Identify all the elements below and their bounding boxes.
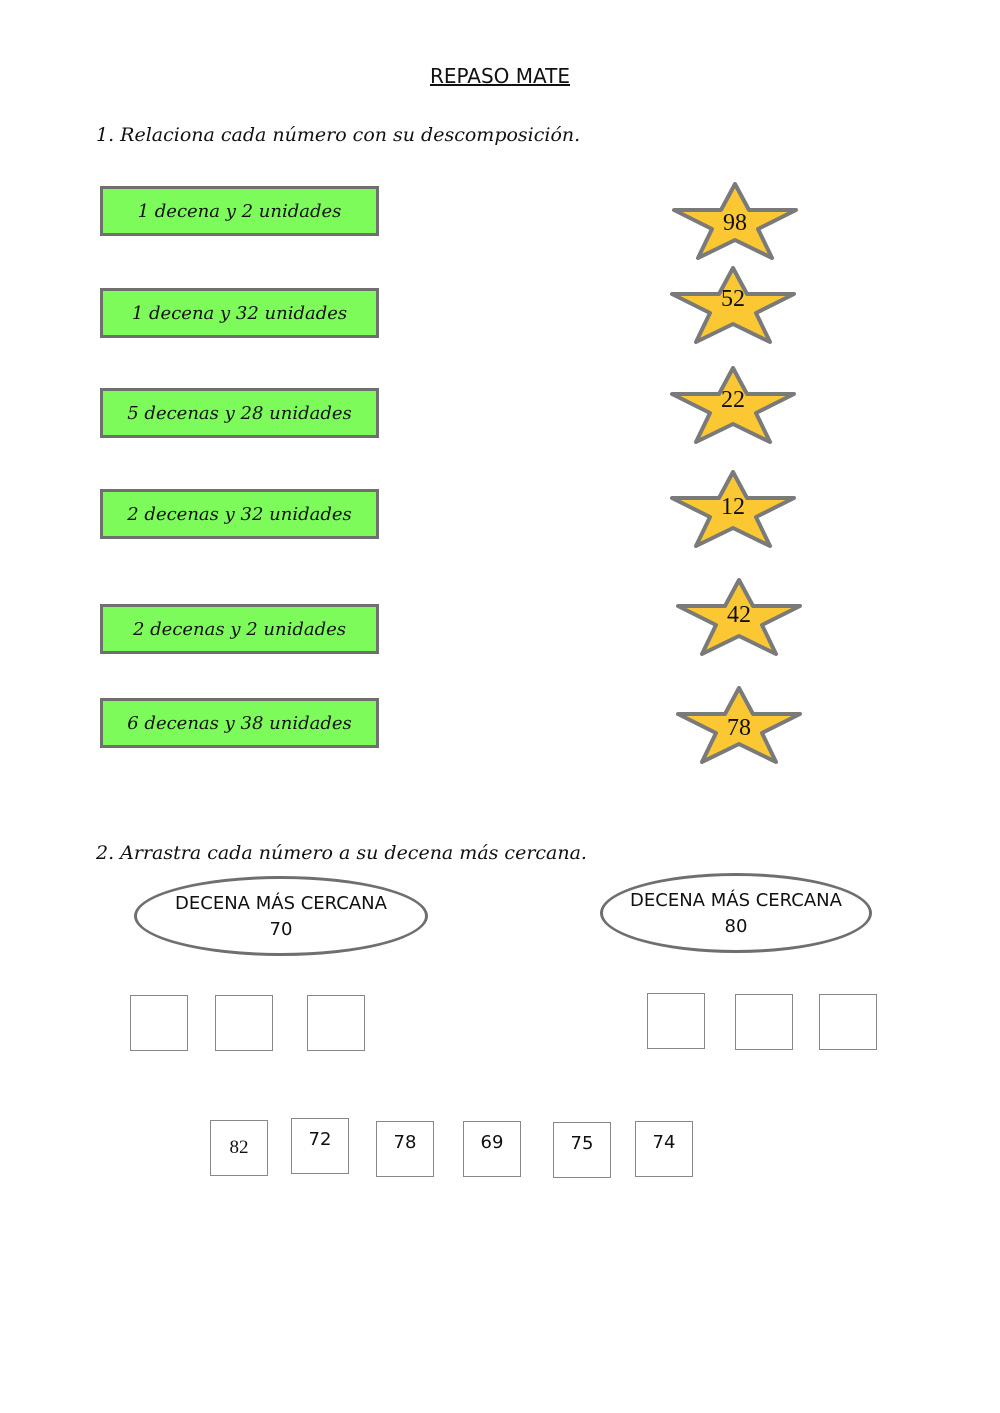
page-title: REPASO MATE: [429, 64, 571, 88]
decomposition-box[interactable]: 5 decenas y 28 unidades: [100, 388, 379, 438]
star-number-target[interactable]: [676, 686, 802, 764]
star-number: 42: [727, 601, 751, 628]
number-tile[interactable]: 72: [291, 1118, 349, 1174]
star-number-target[interactable]: [670, 266, 796, 344]
star-number-target[interactable]: [676, 578, 802, 656]
nearest-ten-80-label: [600, 873, 872, 953]
group-title: DECENA MÁS CERCANA: [630, 890, 842, 911]
drop-slot-70[interactable]: [307, 995, 365, 1051]
star-number: 78: [727, 714, 751, 741]
drop-slot-70[interactable]: [215, 995, 273, 1051]
drop-slot-70[interactable]: [130, 995, 188, 1051]
drop-slot-80[interactable]: [647, 993, 705, 1049]
star-number: 52: [721, 285, 745, 312]
decomposition-box[interactable]: 6 decenas y 38 unidades: [100, 698, 379, 748]
number-tile[interactable]: 75: [553, 1122, 611, 1178]
star-number: 98: [723, 209, 747, 236]
decomposition-box[interactable]: 2 decenas y 32 unidades: [100, 489, 379, 539]
decomposition-box[interactable]: 2 decenas y 2 unidades: [100, 604, 379, 654]
number-tile[interactable]: 69: [463, 1121, 521, 1177]
group-title: DECENA MÁS CERCANA: [175, 893, 387, 914]
number-tile[interactable]: 74: [635, 1121, 693, 1177]
section2-instruction: 2. Arrastra cada número a su decena más cercana.: [96, 842, 587, 864]
star-number: 22: [721, 386, 745, 413]
star-number-target[interactable]: [670, 366, 796, 444]
drop-slot-80[interactable]: [819, 994, 877, 1050]
number-tile[interactable]: 82: [210, 1120, 268, 1176]
group-value: 70: [269, 919, 293, 940]
nearest-ten-70-label: [134, 876, 428, 956]
star-number-target[interactable]: [670, 470, 796, 548]
number-tile[interactable]: 78: [376, 1121, 434, 1177]
section1-instruction: 1. Relaciona cada número con su descomposición.: [96, 124, 581, 146]
decomposition-box[interactable]: 1 decena y 32 unidades: [100, 288, 379, 338]
drop-slot-80[interactable]: [735, 994, 793, 1050]
star-number: 12: [721, 493, 745, 520]
group-value: 80: [724, 916, 748, 937]
decomposition-box[interactable]: 1 decena y 2 unidades: [100, 186, 379, 236]
star-number-target[interactable]: [672, 182, 798, 260]
